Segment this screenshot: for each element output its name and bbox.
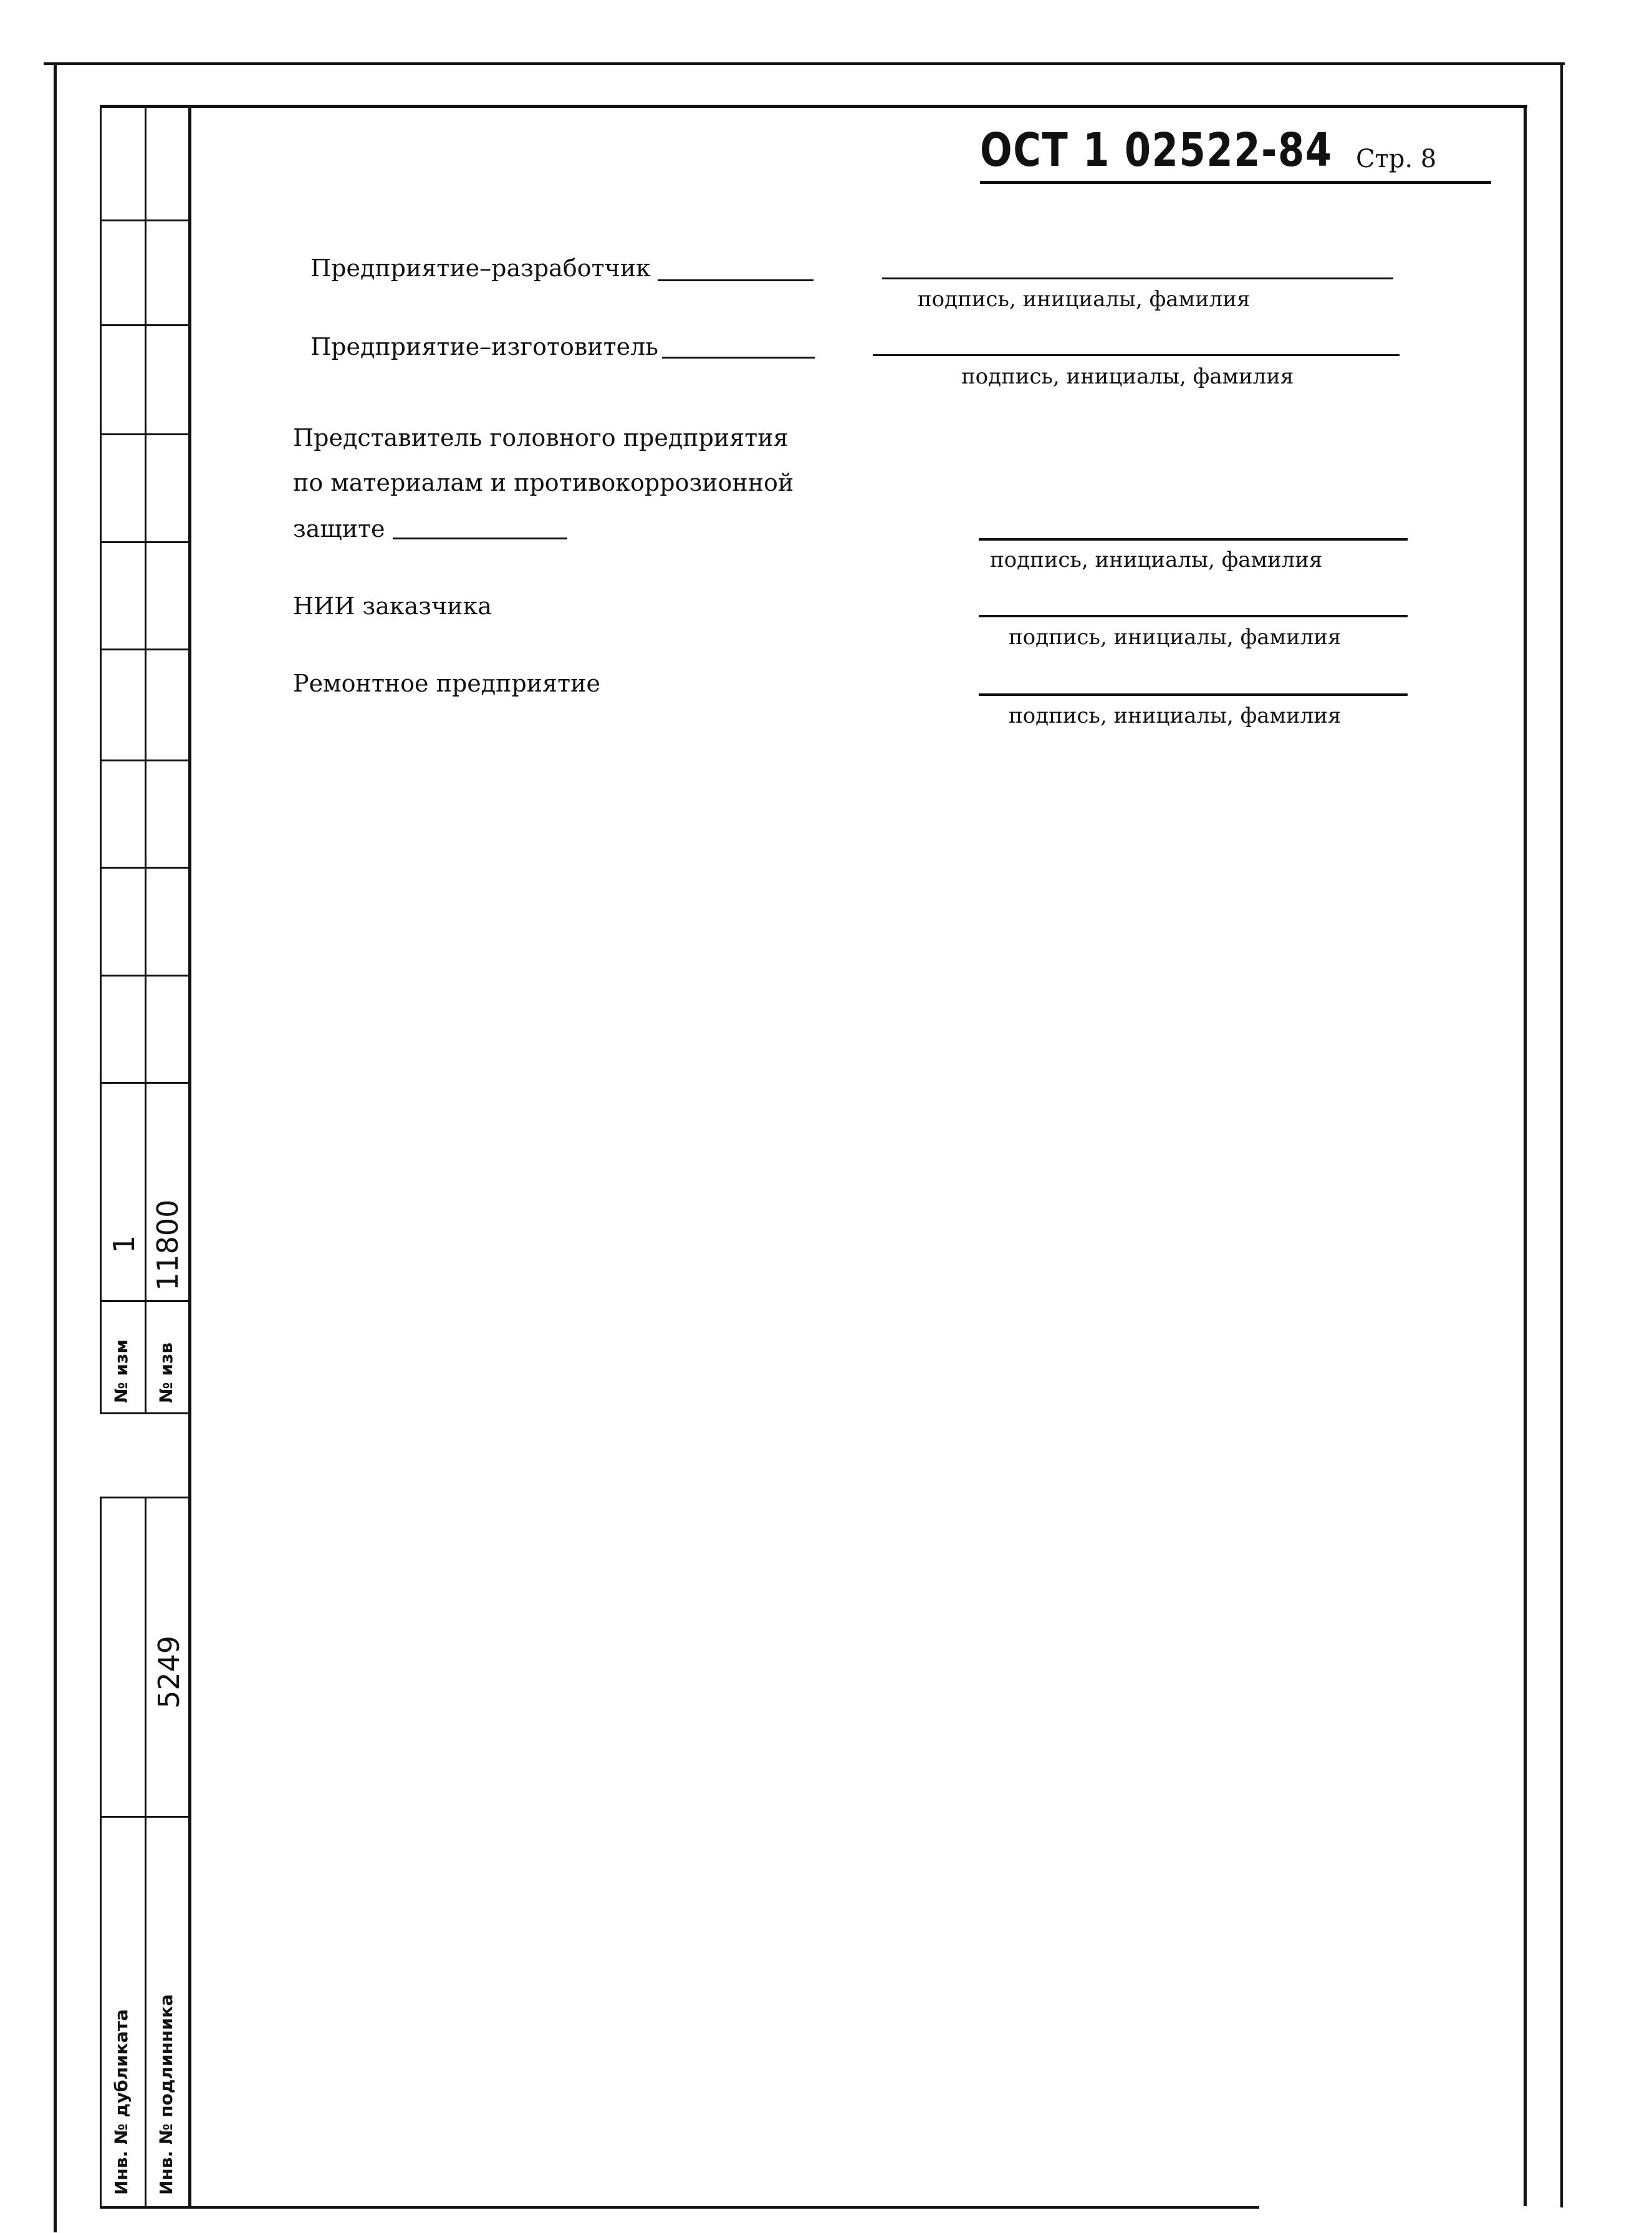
sidebar-cell-line (100, 433, 190, 435)
original-inv-label: Инв. № подлинника (156, 1994, 176, 2195)
sidebar-cell-line (100, 1497, 190, 1498)
change-no-label: № изм (111, 1339, 132, 1403)
sidebar-cell-line (100, 541, 190, 543)
change-no-value: 1 (107, 1235, 141, 1253)
original-inv-value: 5249 (152, 1635, 186, 1709)
outer-frame-top (44, 62, 1565, 65)
sidebar-left-edge-lower (100, 1497, 102, 2207)
sidebar-cell-line (100, 219, 190, 221)
sidebar-cell-line (100, 324, 190, 326)
developer-caption: подпись, инициалы, фамилия (918, 287, 1251, 312)
nii-signature-line (979, 615, 1408, 617)
notice-no-value: 11800 (151, 1199, 185, 1291)
manufacturer-signature-line (873, 354, 1400, 356)
content-left-edge (188, 105, 191, 2207)
sidebar-cell-line (100, 1300, 190, 1302)
repair-signature-line (979, 693, 1408, 696)
sidebar-cell-line (100, 867, 190, 869)
inner-frame-top (100, 105, 1527, 108)
rep-line-3: защите (293, 515, 385, 543)
nii-caption: подпись, инициалы, фамилия (1009, 625, 1342, 650)
outer-frame-right (1560, 62, 1563, 2207)
repair-caption: подпись, инициалы, фамилия (1009, 703, 1342, 728)
duplicate-inv-label: Инв. № дубликата (111, 2009, 132, 2195)
rep-blank (393, 538, 567, 539)
outer-frame-left (54, 62, 57, 2232)
rep-signature-line (979, 538, 1408, 541)
manufacturer-label: Предприятие–изготовитель (310, 333, 658, 360)
notice-no-label: № изв (156, 1342, 176, 1403)
doc-code-underline (980, 181, 1491, 184)
rep-line-2: по материалам и противокоррозионной (293, 469, 794, 496)
sidebar-cell-line (100, 649, 190, 650)
developer-signature-line (882, 277, 1393, 279)
nii-label: НИИ заказчика (293, 592, 492, 620)
sidebar-cell-line (100, 1816, 190, 1818)
inner-frame-bottom (100, 2206, 1259, 2209)
sidebar-cell-line (100, 1412, 190, 1414)
rep-line-1: Представитель головного предприятия (293, 424, 789, 451)
doc-code: ОСТ 1 02522-84 (980, 123, 1333, 177)
sidebar-cell-line (100, 1082, 190, 1084)
inner-frame-right (1524, 105, 1527, 2206)
manufacturer-blank (662, 357, 815, 359)
rep-caption: подпись, инициалы, фамилия (990, 547, 1323, 572)
page-number: Стр. 8 (1356, 145, 1437, 173)
manufacturer-caption: подпись, инициалы, фамилия (961, 364, 1294, 389)
sidebar-cell-line (100, 975, 190, 977)
developer-blank (658, 279, 814, 281)
sidebar-cell-line (100, 760, 190, 761)
sidebar-divider-lower (145, 1497, 146, 2207)
developer-label: Предприятие–разработчик (310, 254, 651, 282)
repair-label: Ремонтное предприятие (293, 670, 600, 697)
